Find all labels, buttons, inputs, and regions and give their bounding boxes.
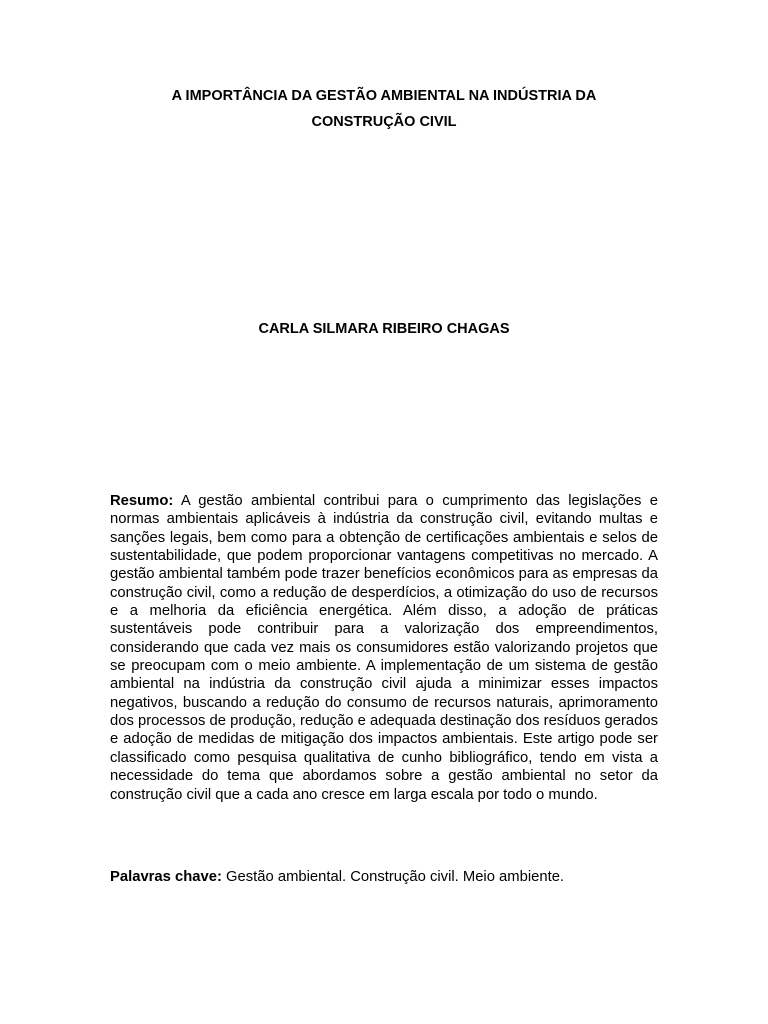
- title-line-2: CONSTRUÇÃO CIVIL: [311, 114, 457, 130]
- title-line-1: A IMPORTÂNCIA DA GESTÃO AMBIENTAL NA INDÚSTRIA DA: [171, 88, 597, 104]
- abstract-label: Resumo:: [110, 493, 174, 509]
- keywords-line: [110, 867, 658, 887]
- abstract-text: A gestão ambiental contribui para o cumprimento das legislações e normas ambientais aplicáveis à indústria da construção civil, evitando multas e sanções legais, bem como para a obtenção de certificações ambientais e selos de sustentabilidade, que podem proporcionar vantagens competitivas no mercado. A gestão ambiental também pode trazer benefícios econômicos para as empresas da construção civil, como a redução de desperdícios, a otimização do uso de recursos e a melhoria da eficiência energética. Além disso, a adoção de práticas sustentáveis pode contribuir para a valorização dos empreendimentos, considerando que cada vez mais os consumidores estão valorizando projetos que se preocupam com o meio ambiente. A implementação de um sistema de gestão ambiental na indústria da construção civil ajuda a minimizar esses impactos negativos, buscando a redução do consumo de recursos naturais, aprimoramento dos processos de produção, redução e adequada destinação dos resíduos gerados e adoção de medidas de mitigação dos impactos ambientais. Este artigo pode ser classificado como pesquisa qualitativa de cunho bibliográfico, tendo em vista a necessidade do tema que abordamos sobre a gestão ambiental no setor da construção civil que a cada ano cresce em larga escala por todo o mundo.: [110, 493, 658, 803]
- document-title: [100, 83, 668, 135]
- author-name: CARLA SILMARA RIBEIRO CHAGAS: [258, 321, 510, 337]
- keywords-label: Palavras chave:: [110, 869, 222, 885]
- keywords-text: Gestão ambiental. Construção civil. Meio ambiente.: [226, 869, 565, 885]
- abstract-paragraph: [110, 492, 658, 804]
